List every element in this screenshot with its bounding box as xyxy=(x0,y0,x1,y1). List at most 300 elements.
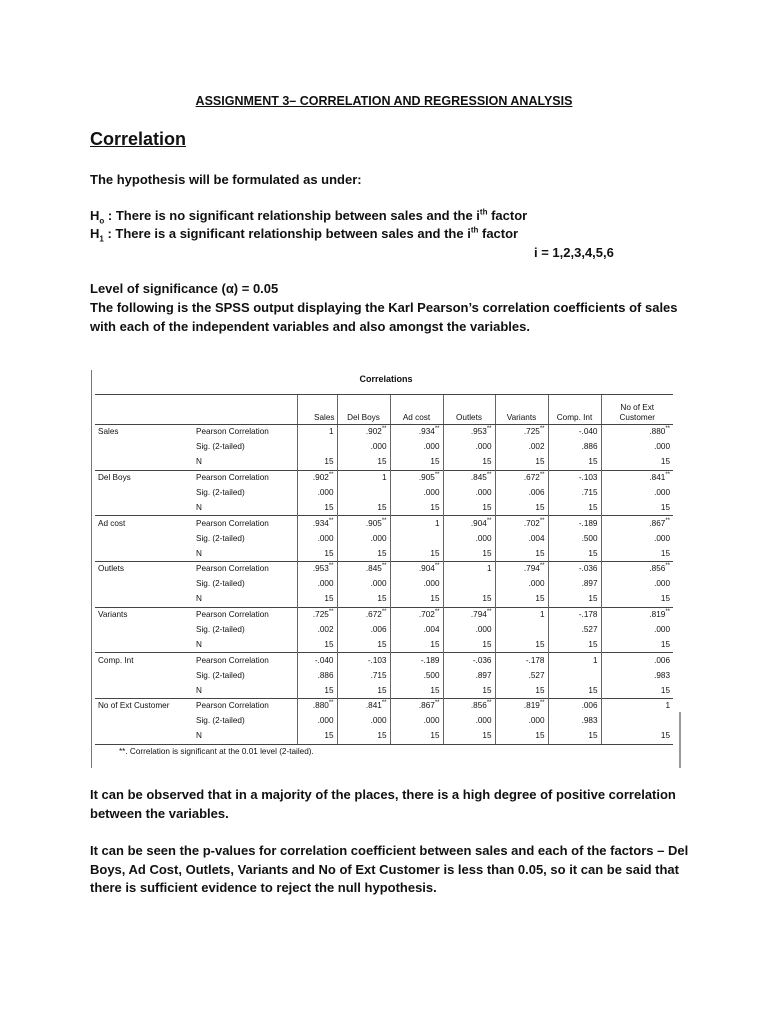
cell-value: 15 xyxy=(377,594,387,604)
cell-value: .902 xyxy=(365,427,382,437)
cell-value: 15 xyxy=(588,685,598,695)
table-cell xyxy=(548,623,601,638)
table-row xyxy=(95,486,673,501)
cell-value: .715 xyxy=(370,670,387,680)
significance-marker: ** xyxy=(381,700,387,707)
cell-value: .715 xyxy=(581,488,598,497)
cell-value: .934 xyxy=(312,518,329,528)
cell-value: 15 xyxy=(430,639,440,649)
table-cell xyxy=(443,714,495,729)
table-cell xyxy=(601,425,673,440)
table-cell xyxy=(495,592,548,607)
cell-value: 15 xyxy=(535,685,545,695)
cell-value: .006 xyxy=(581,701,598,711)
h0-text: : There is no significant relationship between sales and the i xyxy=(104,208,480,223)
significance-marker: ** xyxy=(665,563,670,570)
index-range: i = 1,2,3,4,5,6 xyxy=(534,245,614,260)
cell-value: 15 xyxy=(535,548,545,558)
cell-value: .904 xyxy=(418,564,435,574)
table-cell xyxy=(548,592,601,607)
table-cell xyxy=(601,440,673,455)
cell-value: 15 xyxy=(377,639,387,649)
table-cell xyxy=(495,729,548,744)
conclusion-text: It can be seen the p-values for correlation coefficient between sales and each of the factors – Del Boys, Ad Cost, Outlets, Variants and No of Ext Customer is less than 0.05, so it can be said that there is sufficient evidence to reject the null hypothesis. xyxy=(90,843,689,895)
variable-label: Outlets xyxy=(95,562,193,577)
cell-value: .006 xyxy=(654,655,670,665)
cell-value: .983 xyxy=(654,670,670,680)
table-cell xyxy=(297,577,337,592)
cell-value: .905 xyxy=(365,518,382,528)
cell-value: 15 xyxy=(588,548,598,558)
table-cell xyxy=(297,729,337,744)
table-cell xyxy=(297,425,337,440)
cell-value: .880 xyxy=(312,701,329,711)
table-cell xyxy=(337,516,390,531)
cell-value: .953 xyxy=(470,427,487,437)
cell-value: .794 xyxy=(470,610,487,620)
cell-value: .000 xyxy=(475,716,492,726)
table-cell xyxy=(548,500,601,515)
table-cell xyxy=(548,729,601,744)
significance-marker: ** xyxy=(381,426,387,433)
table-row xyxy=(95,516,673,531)
table-row xyxy=(95,546,673,561)
null-hypothesis xyxy=(90,207,527,225)
table-cell xyxy=(297,683,337,698)
cell-value: .702 xyxy=(523,518,540,528)
significance-marker: ** xyxy=(665,609,670,616)
table-cell xyxy=(337,623,390,638)
table-cell xyxy=(390,592,443,607)
significance-marker: ** xyxy=(539,426,545,433)
table-cell xyxy=(297,470,337,485)
significance-marker: ** xyxy=(539,700,545,707)
cell-value: .002 xyxy=(317,625,334,635)
table-row xyxy=(95,623,673,638)
cell-value: .000 xyxy=(423,579,440,589)
cell-value: .004 xyxy=(528,533,545,543)
cell-value: .000 xyxy=(423,488,440,497)
cell-value: 1 xyxy=(381,473,387,483)
table-cell xyxy=(390,714,443,729)
cell-value: -.178 xyxy=(525,655,545,665)
cell-value: .006 xyxy=(370,625,387,635)
table-cell xyxy=(443,577,495,592)
variable-label: Sales xyxy=(95,425,193,440)
cell-value: .000 xyxy=(475,488,492,497)
cell-value: .000 xyxy=(423,716,440,726)
table-cell xyxy=(390,623,443,638)
table-cell xyxy=(390,455,443,470)
cell-value: .934 xyxy=(418,427,435,437)
table-cell xyxy=(495,623,548,638)
cell-value: .006 xyxy=(528,488,545,497)
table-cell xyxy=(337,546,390,561)
hypothesis-intro: The hypothesis will be formulated as under: xyxy=(90,172,362,187)
table-cell xyxy=(297,592,337,607)
cell-value: 15 xyxy=(377,457,387,467)
cell-value: 15 xyxy=(324,594,334,604)
table-cell xyxy=(297,607,337,622)
cell-value: .000 xyxy=(654,533,670,543)
table-cell xyxy=(601,562,673,577)
h0-subscript: o xyxy=(99,216,105,226)
cell-value: .672 xyxy=(365,610,382,620)
h1-superscript: th xyxy=(470,225,479,235)
col-header: Comp. Int xyxy=(548,395,601,425)
cell-value: .880 xyxy=(649,427,666,437)
table-cell xyxy=(548,607,601,622)
table-cell xyxy=(548,516,601,531)
table-cell xyxy=(495,699,548,714)
variable-label xyxy=(95,531,193,546)
variable-label xyxy=(95,546,193,561)
table-cell xyxy=(601,577,673,592)
cell-value: .905 xyxy=(418,473,435,483)
table-cell xyxy=(390,577,443,592)
cell-value: .004 xyxy=(423,625,440,635)
table-cell xyxy=(297,623,337,638)
statistic-label: Sig. (2-tailed) xyxy=(196,716,245,726)
variable-label xyxy=(95,440,193,455)
statistic-label: N xyxy=(196,639,202,649)
statistic-label: N xyxy=(196,685,202,695)
col-header: Outlets xyxy=(443,395,495,425)
table-cell xyxy=(443,562,495,577)
table-cell xyxy=(390,500,443,515)
significance-marker: ** xyxy=(539,563,545,570)
statistic-label: Pearson Correlation xyxy=(193,562,297,577)
cell-value: 15 xyxy=(430,548,440,558)
table-cell xyxy=(337,668,390,683)
cell-value: 15 xyxy=(588,731,598,741)
table-cell xyxy=(548,668,601,683)
table-cell xyxy=(337,500,390,515)
cell-value: 15 xyxy=(535,502,545,512)
col-header: Variants xyxy=(495,395,548,425)
cell-value: .819 xyxy=(523,701,540,711)
cell-value: .527 xyxy=(581,625,598,635)
cell-value: 15 xyxy=(535,639,545,649)
cell-value: .672 xyxy=(523,473,540,483)
correlation-table xyxy=(95,394,673,745)
cell-value: 15 xyxy=(588,639,598,649)
cell-value: 1 xyxy=(328,427,334,437)
cell-value: .000 xyxy=(317,579,334,589)
table-cell xyxy=(548,653,601,668)
cell-value: 15 xyxy=(482,685,492,695)
table-cell xyxy=(390,531,443,546)
significance-marker: ** xyxy=(434,609,440,616)
table-cell xyxy=(601,516,673,531)
table-cell xyxy=(548,425,601,440)
table-cell xyxy=(601,637,673,652)
cell-value: .000 xyxy=(370,442,387,452)
table-cell xyxy=(390,516,443,531)
cell-value: .886 xyxy=(581,442,598,452)
table-cell xyxy=(443,668,495,683)
cell-value: 15 xyxy=(430,594,440,604)
cell-value: .000 xyxy=(475,533,492,543)
cell-value: 15 xyxy=(430,502,440,512)
cell-value: .002 xyxy=(528,442,545,452)
variable-label xyxy=(95,592,193,607)
cell-value: -.040 xyxy=(578,427,598,437)
significance-marker: ** xyxy=(486,426,492,433)
col-header: Del Boys xyxy=(337,395,390,425)
table-cell xyxy=(601,455,673,470)
table-cell xyxy=(495,531,548,546)
table-cell xyxy=(297,500,337,515)
spss-border-left xyxy=(91,370,92,768)
table-cell xyxy=(337,440,390,455)
cell-value: 15 xyxy=(660,502,670,512)
table-row xyxy=(95,637,673,652)
table-cell xyxy=(601,470,673,485)
table-cell xyxy=(601,607,673,622)
cell-value: 15 xyxy=(660,594,670,604)
cell-value: -.103 xyxy=(578,473,598,483)
statistic-label: Pearson Correlation xyxy=(193,653,297,668)
significance-marker: ** xyxy=(665,426,670,433)
table-row xyxy=(95,714,673,729)
significance-marker: ** xyxy=(665,472,670,479)
table-cell xyxy=(337,592,390,607)
table-cell xyxy=(443,653,495,668)
table-cell xyxy=(548,546,601,561)
cell-value: .904 xyxy=(470,518,487,528)
variable-label: Ad cost xyxy=(95,516,193,531)
table-row xyxy=(95,729,673,744)
col-header: No of Ext Customer xyxy=(601,395,673,425)
statistic-label: N xyxy=(196,457,202,467)
cell-value: 15 xyxy=(660,457,670,467)
significance-marker: ** xyxy=(381,609,387,616)
variable-label: Variants xyxy=(95,607,193,622)
table-cell xyxy=(548,562,601,577)
significance-marker: ** xyxy=(486,517,492,524)
table-row xyxy=(95,699,673,714)
table-cell xyxy=(548,486,601,501)
cell-value: .725 xyxy=(523,427,540,437)
significance-marker: ** xyxy=(328,563,334,570)
cell-value: .897 xyxy=(475,670,492,680)
cell-value: .897 xyxy=(581,579,598,589)
cell-value: -.036 xyxy=(472,655,492,665)
cell-value: .886 xyxy=(317,670,334,680)
cell-value: 15 xyxy=(324,457,334,467)
table-cell xyxy=(337,699,390,714)
table-row xyxy=(95,668,673,683)
table-cell xyxy=(297,531,337,546)
cell-value: 15 xyxy=(377,548,387,558)
table-cell xyxy=(601,683,673,698)
cell-value: .527 xyxy=(528,670,545,680)
cell-value: 15 xyxy=(430,685,440,695)
cell-value: .845 xyxy=(470,473,487,483)
table-cell xyxy=(443,516,495,531)
significance-marker: ** xyxy=(381,517,387,524)
h1-end: factor xyxy=(478,226,519,241)
cell-value: .000 xyxy=(475,442,492,452)
cell-value: 1 xyxy=(539,610,545,620)
cell-value: .000 xyxy=(654,625,670,635)
significance-level: Level of significance (α) = 0.05 xyxy=(90,281,279,296)
table-row xyxy=(95,653,673,668)
cell-value: -.178 xyxy=(578,610,598,620)
h1-subscript: 1 xyxy=(99,234,104,244)
table-cell xyxy=(495,425,548,440)
table-cell xyxy=(297,668,337,683)
statistic-label: Pearson Correlation xyxy=(193,470,297,485)
cell-value: .000 xyxy=(654,488,670,497)
cell-value: .000 xyxy=(423,442,440,452)
statistic-label: Pearson Correlation xyxy=(193,425,297,440)
table-cell xyxy=(443,546,495,561)
variable-label xyxy=(95,577,193,592)
table-cell xyxy=(495,455,548,470)
table-cell xyxy=(337,562,390,577)
statistic-label: Sig. (2-tailed) xyxy=(196,579,245,589)
cell-value: .953 xyxy=(312,564,329,574)
cell-value: .867 xyxy=(649,518,666,528)
cell-value: .983 xyxy=(581,716,598,726)
significance-marker: ** xyxy=(328,700,334,707)
table-cell xyxy=(337,577,390,592)
cell-value: 15 xyxy=(324,731,334,741)
statistic-label: N xyxy=(193,729,297,744)
table-cell xyxy=(495,668,548,683)
table-cell xyxy=(443,699,495,714)
table-cell xyxy=(601,714,673,729)
cell-value: 15 xyxy=(377,731,387,741)
significance-marker: ** xyxy=(381,563,387,570)
spss-border-right xyxy=(679,712,681,768)
table-footnote: **. Correlation is significant at the 0.01 level (2-tailed). xyxy=(119,747,314,756)
cell-value: .845 xyxy=(365,564,382,574)
cell-value: 15 xyxy=(430,457,440,467)
table-cell xyxy=(337,729,390,744)
variable-label: Comp. Int xyxy=(95,653,193,668)
h0-superscript: th xyxy=(479,207,488,217)
significance-marker: ** xyxy=(486,700,492,707)
significance-marker: ** xyxy=(539,472,545,479)
significance-marker: ** xyxy=(434,563,440,570)
h0-end: factor xyxy=(487,208,528,223)
cell-value: 15 xyxy=(660,731,670,741)
significance-marker: ** xyxy=(486,472,492,479)
cell-value: 15 xyxy=(660,685,670,695)
table-cell xyxy=(495,486,548,501)
table-cell xyxy=(443,607,495,622)
table-cell xyxy=(297,440,337,455)
table-cell xyxy=(601,668,673,683)
table-row xyxy=(95,607,673,622)
cell-value: 15 xyxy=(482,639,492,649)
cell-value: 15 xyxy=(660,548,670,558)
h0-symbol: H xyxy=(90,208,100,223)
table-cell xyxy=(495,516,548,531)
cell-value: 15 xyxy=(482,594,492,604)
table-cell xyxy=(443,531,495,546)
statistic-label: Sig. (2-tailed) xyxy=(196,625,245,635)
table-cell xyxy=(297,653,337,668)
table-row xyxy=(95,455,673,470)
cell-value: 15 xyxy=(377,502,387,512)
cell-value: -.040 xyxy=(314,655,334,665)
table-cell xyxy=(495,470,548,485)
cell-value: 15 xyxy=(324,548,334,558)
table-row xyxy=(95,592,673,607)
table-cell xyxy=(495,562,548,577)
variable-label xyxy=(95,486,193,501)
variable-label xyxy=(95,500,193,515)
cell-value: -.189 xyxy=(420,655,440,665)
cell-value: 1 xyxy=(665,701,670,711)
table-cell xyxy=(495,577,548,592)
table-cell xyxy=(390,440,443,455)
table-cell xyxy=(297,455,337,470)
table-cell xyxy=(337,637,390,652)
table-cell xyxy=(443,486,495,501)
cell-value: 15 xyxy=(588,594,598,604)
cell-value: 1 xyxy=(592,655,598,665)
cell-value: .000 xyxy=(317,716,334,726)
table-cell xyxy=(601,500,673,515)
variable-label xyxy=(95,623,193,638)
table-cell xyxy=(390,607,443,622)
cell-value: -.103 xyxy=(367,655,387,665)
cell-value: 15 xyxy=(482,502,492,512)
table-cell xyxy=(390,486,443,501)
col-header: Ad cost xyxy=(390,395,443,425)
variable-label xyxy=(95,668,193,683)
table-row xyxy=(95,440,673,455)
cell-value: .725 xyxy=(312,610,329,620)
cell-value: -.036 xyxy=(578,564,598,574)
table-cell xyxy=(548,455,601,470)
significance-marker: ** xyxy=(328,517,334,524)
cell-value: 15 xyxy=(588,502,598,512)
cell-value: .000 xyxy=(317,533,334,543)
table-cell xyxy=(297,546,337,561)
table-cell xyxy=(390,729,443,744)
cell-value: 15 xyxy=(535,594,545,604)
variable-label xyxy=(95,455,193,470)
table-header-row xyxy=(95,395,673,425)
table-cell xyxy=(601,729,673,744)
table-row xyxy=(95,531,673,546)
table-row xyxy=(95,470,673,485)
table-cell xyxy=(443,440,495,455)
table-cell xyxy=(390,683,443,698)
table-cell xyxy=(601,531,673,546)
table-cell xyxy=(297,699,337,714)
significance-marker: ** xyxy=(328,609,334,616)
table-cell xyxy=(390,653,443,668)
cell-value: .867 xyxy=(418,701,435,711)
spss-intro: The following is the SPSS output displaying the Karl Pearson’s correlation coefficients of sales with each of the independent variables and also amongst the variables. xyxy=(90,300,678,334)
cell-value: 15 xyxy=(535,731,545,741)
table-cell xyxy=(548,470,601,485)
cell-value: .500 xyxy=(581,533,598,543)
cell-value: .000 xyxy=(370,579,387,589)
table-cell xyxy=(601,623,673,638)
table-cell xyxy=(297,562,337,577)
cell-value: .841 xyxy=(649,473,666,483)
table-cell xyxy=(443,455,495,470)
cell-value: .500 xyxy=(423,670,440,680)
